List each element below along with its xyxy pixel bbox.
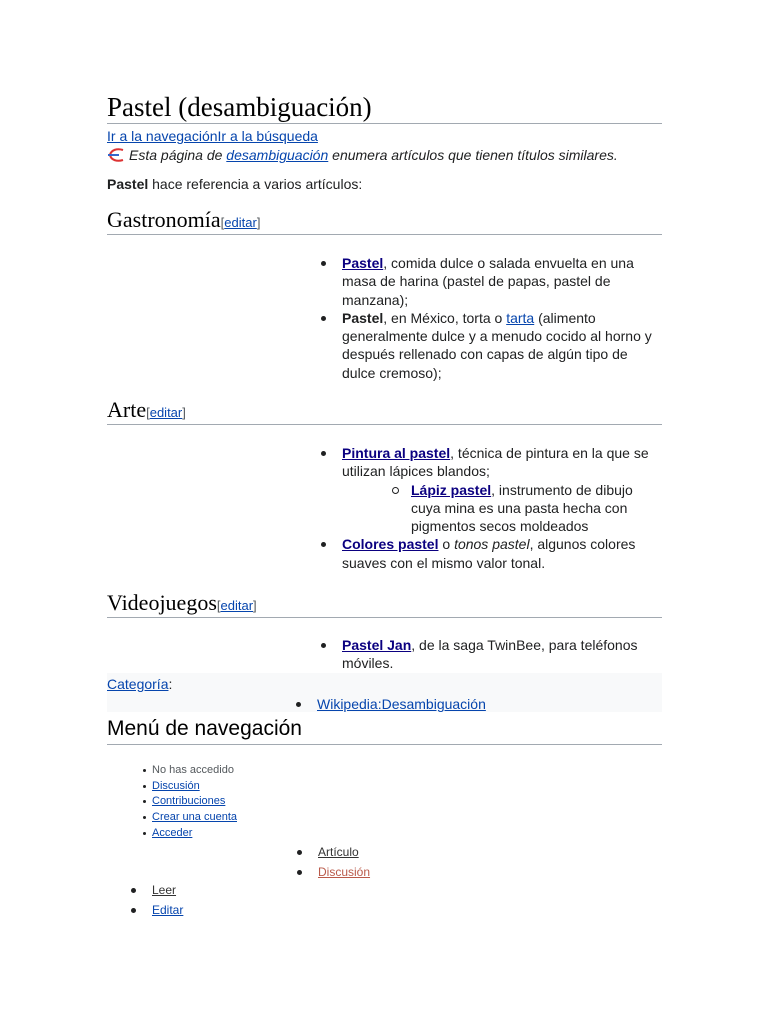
user-talk-link[interactable]: Discusión <box>152 779 200 792</box>
tab-article-link[interactable]: Artículo <box>318 845 359 859</box>
gastronomia-list <box>342 254 664 382</box>
intro-paragraph <box>107 175 362 193</box>
list-item <box>152 794 237 810</box>
section-heading-videojuegos <box>107 590 662 618</box>
list-item <box>342 444 664 535</box>
section-title: Videojuegos <box>107 590 217 615</box>
pastel-link[interactable]: Pastel <box>342 255 384 271</box>
intro-text: hace referencia a varios artículos: <box>148 176 363 192</box>
list-item <box>411 481 664 536</box>
edit-section-videojuegos-link[interactable]: editar <box>220 598 254 613</box>
item-text: , comida dulce o salada envuelta en una masa de harina (pastel de papas, pastel de manzana); <box>342 255 634 308</box>
edit-section-arte-link[interactable]: editar <box>149 405 183 420</box>
status-text: No has accedido <box>152 764 234 776</box>
item-text: , en México, torta o <box>383 309 507 326</box>
not-logged-in-text <box>152 763 237 779</box>
item-text: (alimento generalmente dulce y a menudo cocido al horno y después rellenado con capas de algún tipo de dulce cremoso); <box>342 309 652 381</box>
notice-text-before: Esta página de <box>129 147 227 163</box>
section-title: Arte <box>107 397 147 422</box>
section-heading-gastronomia <box>107 207 662 235</box>
personal-tools-list <box>152 763 237 842</box>
list-item <box>342 309 664 382</box>
lapiz-pastel-link[interactable]: Lápiz pastel <box>411 481 492 498</box>
list-item <box>152 826 237 842</box>
category-box <box>107 673 662 712</box>
arte-list <box>342 444 664 572</box>
notice-text-after: enumera artículos que tienen títulos similares. <box>328 147 618 163</box>
create-account-link[interactable]: Crear una cuenta <box>152 811 237 824</box>
tab-discussion-link[interactable]: Discusión <box>318 864 371 879</box>
list-item <box>342 535 664 572</box>
jump-to-search-link[interactable]: Ir a la búsqueda <box>217 128 318 144</box>
notice-link-desambiguacion[interactable]: desambiguación <box>226 147 329 163</box>
item-text: , técnica de pintura en la que se utilizan lápices blandos; <box>342 445 649 480</box>
section-title: Gastronomía <box>107 207 221 232</box>
pintura-al-pastel-link[interactable]: Pintura al pastel <box>342 445 451 461</box>
item-text: , instrumento de dibujo cuya mina es una pasta hecha con pigmentos secos moldeados <box>411 481 633 535</box>
category-label <box>107 675 172 693</box>
login-link[interactable]: Acceder <box>152 826 193 839</box>
edit-section-link-wrapper: [editar] <box>216 598 257 613</box>
category-wikipedia-desambiguacion-link[interactable]: Wikipedia:Desambiguación <box>317 696 486 712</box>
namespaces-list <box>318 843 370 882</box>
item-italic: tonos pastel <box>454 536 530 553</box>
item-text: o <box>438 536 455 553</box>
item-text: , algunos colores suaves con el mismo valor tonal. <box>342 536 636 571</box>
list-item <box>342 254 664 309</box>
jump-to-navigation-link[interactable]: Ir a la navegación <box>107 128 218 144</box>
disambiguation-notice <box>107 146 618 164</box>
tab-edit-link[interactable]: Editar <box>152 902 184 917</box>
edit-section-link-wrapper: [editar] <box>146 405 186 420</box>
tab-read-link[interactable]: Leer <box>152 883 177 897</box>
list-item <box>152 901 183 921</box>
item-bold: Pastel <box>342 309 384 326</box>
list-item <box>342 636 664 673</box>
list-item <box>152 881 183 901</box>
jump-links <box>107 128 318 145</box>
list-item <box>152 779 237 795</box>
edit-section-gastronomia-link[interactable]: editar <box>224 215 257 230</box>
list-item <box>318 843 370 863</box>
categories-link[interactable]: Categoría <box>107 676 169 692</box>
category-item <box>317 695 486 713</box>
list-item <box>318 863 370 883</box>
tarta-link[interactable]: tarta <box>506 309 535 326</box>
views-list <box>152 881 183 920</box>
contributions-link[interactable]: Contribuciones <box>152 795 226 808</box>
navigation-menu-heading: Menú de navegación <box>107 716 662 745</box>
intro-bold-term: Pastel <box>107 176 149 192</box>
list-item <box>152 810 237 826</box>
edit-section-link-wrapper: [editar] <box>220 215 261 230</box>
videojuegos-list <box>342 636 664 673</box>
arte-sublist <box>411 481 664 536</box>
disambiguation-icon <box>107 148 125 162</box>
category-colon: : <box>168 676 173 692</box>
colores-pastel-link[interactable]: Colores pastel <box>342 536 439 553</box>
pastel-jan-link[interactable]: Pastel Jan <box>342 637 412 653</box>
item-text: , de la saga TwinBee, para teléfonos móviles. <box>342 637 638 672</box>
section-heading-arte <box>107 397 662 425</box>
page-title: Pastel (desambiguación) <box>107 90 662 124</box>
